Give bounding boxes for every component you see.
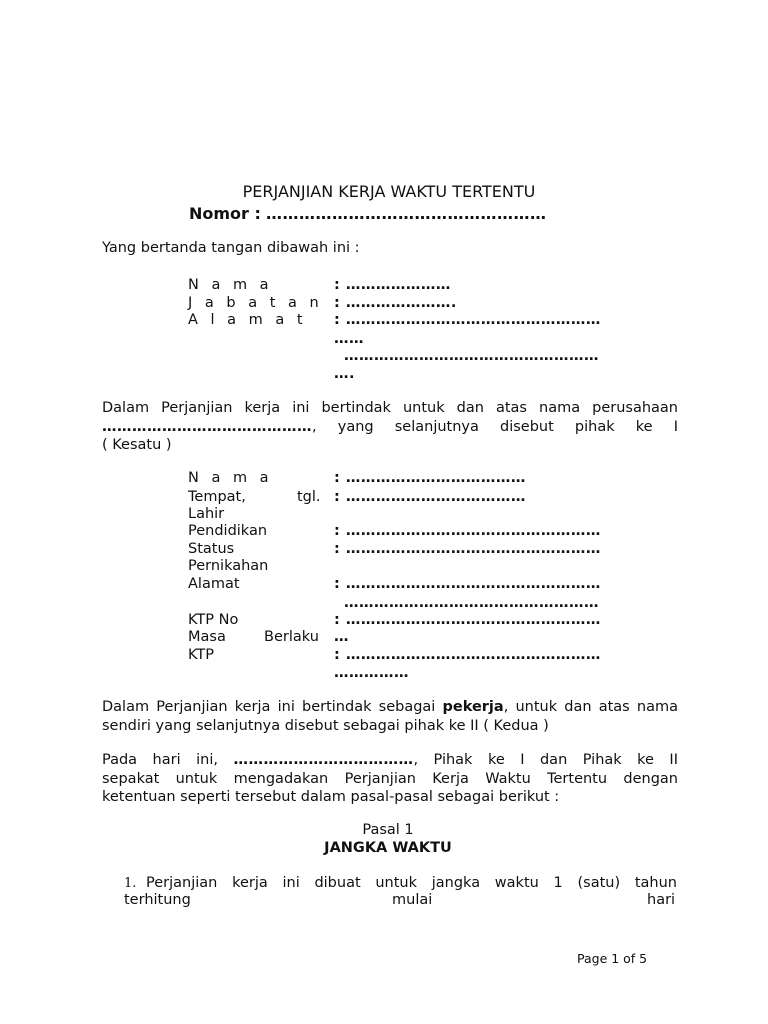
item-1-number: 1.: [124, 876, 137, 891]
worker-line-1-post: , untuk dan atas nama: [503, 699, 678, 715]
party2-masa-label-3: KTP: [188, 647, 214, 663]
agreement-line-1-post: , Pihak ke I dan Pihak ke II: [413, 752, 678, 768]
party2-masa-label-2: Berlaku: [264, 629, 319, 645]
item-1-text: [146, 874, 677, 893]
party1-jabatan-label: J a b a t a n: [188, 295, 323, 311]
document-title: PERJANJIAN KERJA WAKTU TERTENTU: [242, 182, 536, 201]
party2-alamat-label: Alamat: [188, 576, 240, 592]
party2-masa-value-2: : ……………………………………………: [334, 647, 601, 663]
party2-ktp-value: : ……………………………………………: [334, 612, 601, 628]
party1-nama-value: : …………………: [334, 277, 451, 293]
paragraph-agreement-line-3: ketentuan seperti tersebut dalam pasal-pasal sebagai berikut :: [102, 789, 560, 805]
company-name-dots: ……………………………………: [102, 418, 312, 435]
party1-alamat-value-3: ……………………………………………: [344, 348, 599, 364]
paragraph-worker-line-2: sendiri yang selanjutnya disebut sebagai pihak ke II ( Kedua ): [102, 717, 549, 734]
party1-jabatan-value: : ………………….: [334, 295, 457, 311]
nomor-label: Nomor :: [189, 204, 261, 223]
item-1-line-1: Perjanjian kerja ini dibuat untuk jangka waktu 1 (satu) tahun: [146, 875, 677, 891]
party2-masa-value-3: ……………: [334, 665, 409, 681]
party2-masa-value-1: …: [334, 629, 349, 645]
pasal-number: Pasal 1: [362, 822, 414, 838]
party1-alamat-value-2: ……: [334, 331, 364, 347]
party1-alamat-value-1: : ……………………………………………: [334, 312, 601, 328]
item-1-line-2-b: mulai: [392, 892, 433, 908]
worker-bold-term: pekerja: [442, 699, 504, 715]
party2-ttl-value: : ………………………………: [334, 489, 526, 505]
party1-alamat-value-4: ….: [334, 366, 356, 382]
paragraph-agreement-line-2: sepakat untuk mengadakan Perjanjian Kerja Waktu Tertentu dengan: [102, 770, 678, 787]
paragraph-company: [102, 399, 678, 455]
worker-line-1-pre: Dalam Perjanjian kerja ini bertindak sebagai: [102, 699, 443, 715]
company-line-2-text: , yang selanjutnya disebut pihak ke I: [312, 418, 678, 435]
party2-status-label: Status: [188, 541, 235, 557]
nomor-value: ……………………………………………: [266, 204, 547, 223]
item-1-line-2-a: terhitung: [124, 892, 191, 908]
party2-status-value: : ……………………………………………: [334, 541, 601, 557]
item-1-line-2-c: hari: [647, 892, 676, 908]
pasal-heading: JANGKA WAKTU: [324, 840, 452, 856]
party2-ttl-label-2: tgl.: [297, 489, 321, 505]
party2-ktp-label: KTP No: [188, 612, 239, 628]
paragraph-worker-line-1: [102, 698, 678, 717]
party2-ttl-label-3: Lahir: [188, 506, 225, 522]
party2-pendidikan-label: Pendidikan: [188, 523, 268, 539]
paragraph-agreement: [102, 751, 678, 807]
party2-pernikahan-label: Pernikahan: [188, 558, 269, 574]
intro-text: Yang bertanda tangan dibawah ini :: [102, 240, 360, 256]
party2-nama-label: N a m a: [188, 470, 273, 486]
party2-alamat-value-2: ……………………………………………: [344, 595, 599, 611]
party1-alamat-label: A l a m a t: [188, 312, 307, 328]
agreement-line-1-pre: Pada hari ini,: [102, 752, 234, 768]
paragraph-company-line-3: ( Kesatu ): [102, 437, 172, 453]
page-footer: Page 1 of 5: [577, 951, 648, 966]
document-number: [189, 203, 547, 225]
party2-nama-value: : ………………………………: [334, 470, 526, 486]
paragraph-agreement-line-1: [102, 751, 678, 770]
paragraph-worker: [102, 698, 678, 735]
party2-ttl-label-1: Tempat,: [188, 489, 246, 505]
paragraph-company-line-1: Dalam Perjanjian kerja ini bertindak untuk dan atas nama perusahaan: [102, 400, 678, 416]
agreement-date-dots: ………………………………: [233, 752, 414, 768]
party2-pendidikan-value: : ……………………………………………: [334, 523, 601, 539]
paragraph-company-line-2: [102, 418, 678, 437]
party2-masa-label-1: Masa: [188, 629, 226, 645]
party2-alamat-value-1: : ……………………………………………: [334, 576, 601, 592]
party1-nama-label: N a m a: [188, 277, 273, 293]
